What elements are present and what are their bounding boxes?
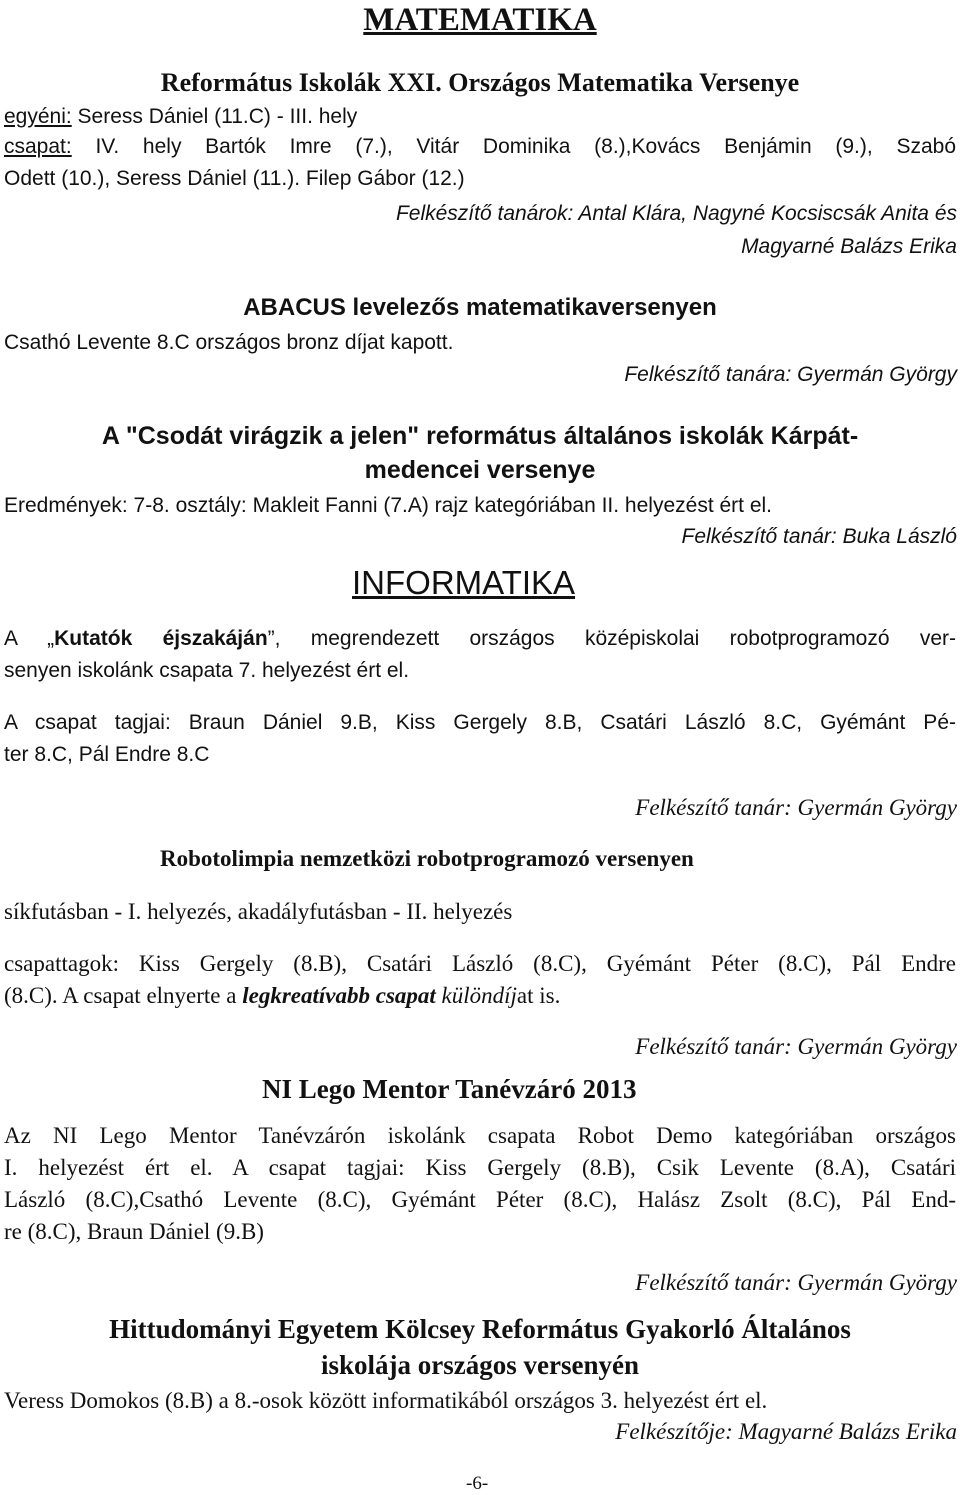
- csapat-label: csapat:: [4, 135, 72, 158]
- section-title-informatika: INFORMATIKA: [352, 564, 576, 601]
- csodat-teacher: Felkészítő tanár: Buka László: [681, 525, 957, 548]
- kutatok-members-line-2: ter 8.C, Pál Endre 8.C: [4, 743, 210, 766]
- kutatok-line-2: senyen iskolánk csapata 7. helyezést ért el.: [4, 659, 410, 682]
- kutatok-teacher: Felkészítő tanár: Gyermán György: [635, 795, 957, 820]
- kutatok-line-1: [4, 628, 956, 649]
- csodat-heading-line-1: A "Csodát virágzik a jelen" református általános iskolák Kárpát-: [101, 422, 859, 450]
- robotolimpia-result: síkfutásban - I. helyezés, akadályfutásban - II. helyezés: [4, 899, 513, 924]
- csapat-line-2: Odett (10.), Seress Dániel (11.). Filep Gábor (12.): [4, 167, 465, 190]
- hittudomanyi-heading-line-2: iskolája országos versenyén: [321, 1350, 639, 1380]
- abacus-teacher: Felkészítő tanára: Gyermán György: [624, 363, 957, 386]
- hittudomanyi-result: Veress Domokos (8.B) a 8.-osok között informatikából országos 3. helyezést ért el.: [4, 1388, 768, 1413]
- page-number: -6-: [466, 1473, 489, 1494]
- section-title-matematika: MATEMATIKA: [363, 2, 597, 38]
- special-award-name: legkreatívabb csapat: [242, 983, 436, 1008]
- special-award-word: különdíj: [441, 983, 517, 1008]
- reformatus-teachers-line-1: Felkészítő tanárok: Antal Klára, Nagyné Kocsiscsák Anita és: [395, 202, 957, 225]
- csapat-text: IV. hely Bartók Imre (7.), Vitár Dominika (8.),Kovács Benjámin (9.), Szabó: [71, 135, 956, 158]
- lego-line-4: re (8.C), Braun Dániel (9.B): [4, 1219, 264, 1244]
- robotolimpia-teams-line-2: [4, 984, 560, 1007]
- lego-line-1: Az NI Lego Mentor Tanévzárón iskolánk csapata Robot Demo kategóriában országos: [4, 1123, 956, 1148]
- hittudomanyi-heading-line-1: Hittudományi Egyetem Kölcsey Református Gyakorló Általános: [109, 1314, 851, 1344]
- reformatus-heading: Református Iskolák XXI. Országos Matematika Versenye: [160, 68, 800, 97]
- lego-line-3: László (8.C),Csathó Levente (8.C), Gyémánt Péter (8.C), Halász Zsolt (8.C), Pál End-: [4, 1187, 956, 1212]
- csapat-line-1: [4, 136, 956, 157]
- kutatok-prefix: A „: [4, 627, 55, 650]
- kutatok-members-line-1: A csapat tagjai: Braun Dániel 9.B, Kiss Gergely 8.B, Csatári László 8.C, Gyémánt Pé-: [4, 711, 956, 734]
- robotolimpia-teams-line-1: csapattagok: Kiss Gergely (8.B), Csatári László (8.C), Gyémánt Péter (8.C), Pál Endre: [4, 951, 956, 976]
- teams-line2-prefix: (8.C). A csapat elnyerte a: [4, 983, 243, 1008]
- csodat-result: Eredmények: 7-8. osztály: Makleit Fanni (7.A) rajz kategóriában II. helyezést ért el.: [4, 494, 773, 517]
- abacus-result: Csathó Levente 8.C országos bronz díjat kapott.: [4, 331, 454, 354]
- egyeni-line: [4, 106, 357, 127]
- kutatok-suffix: ”, megrendezett országos középiskolai robotprogramozó ver-: [267, 627, 956, 650]
- hittudomanyi-teacher: Felkészítője: Magyarné Balázs Erika: [615, 1419, 957, 1444]
- robotolimpia-teacher: Felkészítő tanár: Gyermán György: [635, 1034, 957, 1059]
- kutatok-event-name: Kutatók éjszakáján: [54, 627, 268, 650]
- robotolimpia-heading: Robotolimpia nemzetközi robotprogramozó versenyen: [160, 846, 694, 871]
- lego-heading: NI Lego Mentor Tanévzáró 2013: [262, 1074, 637, 1104]
- egyeni-label: egyéni:: [4, 105, 72, 128]
- reformatus-teachers-line-2: Magyarné Balázs Erika: [741, 235, 957, 258]
- lego-teacher: Felkészítő tanár: Gyermán György: [635, 1270, 957, 1295]
- lego-line-2: I. helyezést ért el. A csapat tagjai: Kiss Gergely (8.B), Csik Levente (8.A), Csatári: [4, 1155, 956, 1180]
- teams-line2-suffix: at is.: [516, 983, 561, 1008]
- egyeni-text: Seress Dániel (11.C) - III. hely: [71, 105, 358, 128]
- csodat-heading-line-2: medencei versenye: [364, 456, 596, 484]
- abacus-heading: ABACUS levelezős matematikaversenyen: [243, 294, 717, 321]
